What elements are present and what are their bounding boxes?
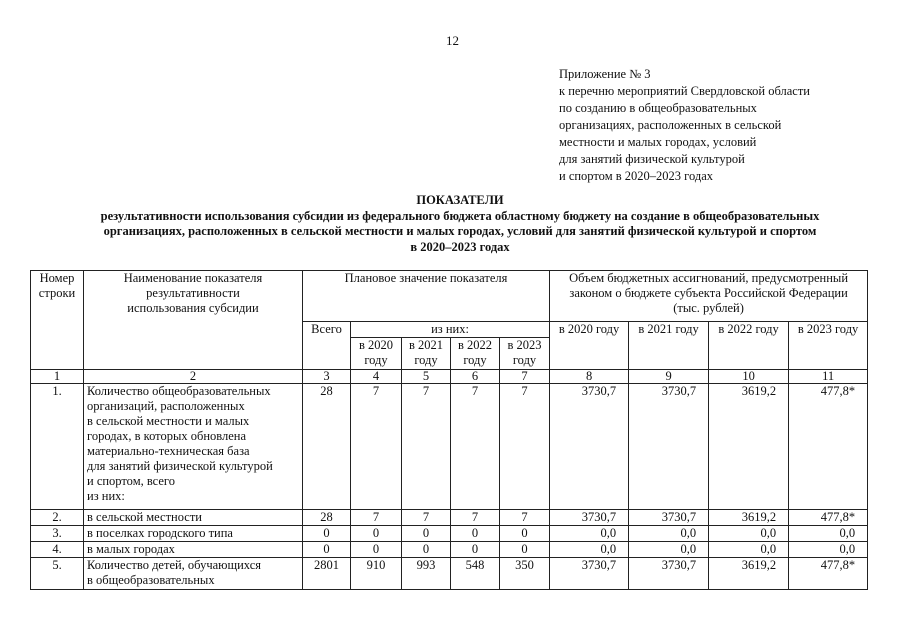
appendix-line: для занятий физической культурой [559,152,745,166]
title-line: в 2020–2023 годах [410,239,510,254]
cell-budget-2022: 0,0 [709,526,789,542]
row-indicator-name: Количество общеобразовательных организаций, расположенных в сельской местности и малых городах, в которых обновлена материально-техническая база для занятий физической культурой и спортом, всего из них: [84,384,303,510]
title-heading: ПОКАЗАТЕЛИ [416,193,504,207]
cell-2023: 350 [500,558,550,590]
appendix-line: к перечню мероприятий Свердловской области [559,84,810,98]
row-number: 2. [31,510,84,526]
appendix-line: Приложение № 3 [559,67,651,81]
cell-budget-2020: 0,0 [550,526,629,542]
header-indicator-name: Наименование показателя результативности использования субсидии [84,271,303,370]
column-number: 10 [709,370,789,384]
row-indicator-name: в малых городах [84,542,303,558]
column-number-row [31,370,868,384]
table-row [31,384,868,510]
cell-2021: 0 [402,542,451,558]
cell-2022: 0 [451,542,500,558]
cell-budget-2022: 0,0 [709,542,789,558]
cell-2020: 0 [351,526,402,542]
cell-2022: 7 [451,510,500,526]
cell-total: 28 [303,384,351,510]
cell-2020: 7 [351,510,402,526]
row-number: 1. [31,384,84,510]
cell-budget-2021: 3730,7 [629,510,709,526]
cell-budget-2021: 3730,7 [629,384,709,510]
row-number: 4. [31,542,84,558]
appendix-note [559,66,810,185]
cell-budget-2020: 3730,7 [550,510,629,526]
row-number: 3. [31,526,84,542]
cell-budget-2020: 3730,7 [550,384,629,510]
page-number: 12 [446,33,459,48]
header-budget-2022: в 2022 году [709,322,789,370]
column-number: 6 [451,370,500,384]
cell-total: 2801 [303,558,351,590]
header-year-2022: в 2022 году [451,338,500,370]
cell-budget-2021: 0,0 [629,526,709,542]
cell-2023: 7 [500,510,550,526]
column-number: 3 [303,370,351,384]
column-number: 7 [500,370,550,384]
indicators-table [30,270,868,590]
header-row [31,271,868,322]
cell-budget-2023: 0,0 [789,526,868,542]
cell-2022: 7 [451,384,500,510]
table-row [31,510,868,526]
cell-budget-2022: 3619,2 [709,510,789,526]
cell-2022: 548 [451,558,500,590]
cell-2020: 0 [351,542,402,558]
header-planned-value: Плановое значение показателя [303,271,550,322]
cell-2021: 993 [402,558,451,590]
cell-2021: 7 [402,384,451,510]
column-number: 2 [84,370,303,384]
appendix-line: организациях, расположенных в сельской [559,118,782,132]
cell-2023: 0 [500,542,550,558]
cell-budget-2022: 3619,2 [709,558,789,590]
cell-2020: 910 [351,558,402,590]
cell-2020: 7 [351,384,402,510]
column-number: 1 [31,370,84,384]
cell-total: 0 [303,542,351,558]
appendix-line: по созданию в общеобразовательных [559,101,757,115]
table-row [31,542,868,558]
cell-2023: 0 [500,526,550,542]
cell-budget-2023: 477,8* [789,510,868,526]
column-number: 4 [351,370,402,384]
cell-budget-2020: 3730,7 [550,558,629,590]
title-line: результативности использования субсидии из федерального бюджета областному бюджету на создание в общеобразовательных [100,208,820,223]
table-row [31,558,868,590]
column-number: 5 [402,370,451,384]
cell-2021: 7 [402,510,451,526]
row-number: 5. [31,558,84,590]
column-number: 9 [629,370,709,384]
cell-budget-2022: 3619,2 [709,384,789,510]
document-title [50,193,870,255]
table-row [31,526,868,542]
cell-budget-2023: 477,8* [789,384,868,510]
header-year-2021: в 2021 году [402,338,451,370]
cell-budget-2020: 0,0 [550,542,629,558]
row-indicator-name: в сельской местности [84,510,303,526]
row-indicator-name: в поселках городского типа [84,526,303,542]
column-number: 8 [550,370,629,384]
cell-2022: 0 [451,526,500,542]
header-budget-2021: в 2021 году [629,322,709,370]
cell-budget-2023: 477,8* [789,558,868,590]
header-total: Всего [303,322,351,370]
header-budget: Объем бюджетных ассигнований, предусмотренный законом о бюджете субъекта Российской Федерации (тыс. рублей) [550,271,868,322]
cell-2021: 0 [402,526,451,542]
cell-budget-2021: 3730,7 [629,558,709,590]
row-indicator-name: Количество детей, обучающихся в общеобразовательных [84,558,303,590]
header-year-2020: в 2020 году [351,338,402,370]
cell-budget-2021: 0,0 [629,542,709,558]
cell-2023: 7 [500,384,550,510]
appendix-line: и спортом в 2020–2023 годах [559,169,713,183]
header-row-number: Номер строки [31,271,84,370]
cell-total: 28 [303,510,351,526]
header-budget-2023: в 2023 году [789,322,868,370]
cell-total: 0 [303,526,351,542]
column-number: 11 [789,370,868,384]
cell-budget-2023: 0,0 [789,542,868,558]
header-budget-2020: в 2020 году [550,322,629,370]
appendix-line: местности и малых городах, условий [559,135,757,149]
title-line: организациях, расположенных в сельской местности и малых городах, условий для занятий физической культурой и спортом [103,224,817,238]
header-year-2023: в 2023 году [500,338,550,370]
header-of-which: из них: [351,322,550,338]
